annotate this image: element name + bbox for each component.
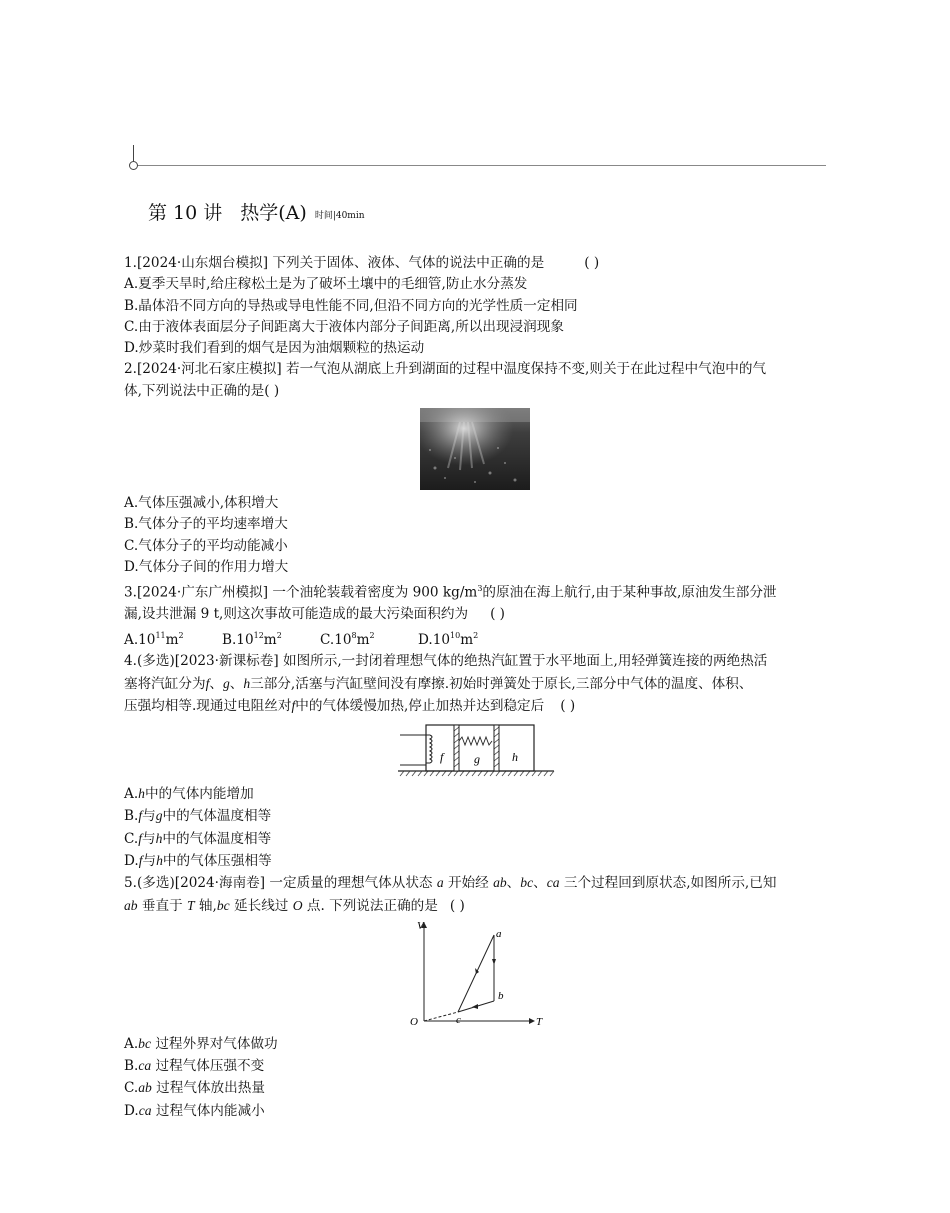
point-a-label: a xyxy=(496,927,502,940)
label-g: g xyxy=(474,752,480,767)
question-1-stem: 1.[2024·山东烟台模拟] 下列关于固体、液体、气体的说法中正确的是 ( ) xyxy=(124,255,600,271)
time-limit: 时间|40min xyxy=(314,210,365,221)
question-2-option-d: D.气体分子间的作用力增大 xyxy=(124,558,289,575)
label-h: h xyxy=(512,750,518,765)
question-3-stem-line1: 3.[2024·广东广州模拟] 一个油轮装载着密度为 900 $kg/m^3$的原油在海上航行,由于某种事故,原油发生部分泄 xyxy=(124,584,777,601)
question-2-option-c: C.气体分子的平均动能减小 xyxy=(124,537,288,554)
question-4-option-b: B.f与g中的气体温度相等 xyxy=(124,808,272,825)
underwater-bubbles-photo xyxy=(420,408,530,490)
header-rule xyxy=(133,165,826,166)
question-4-option-a: A.h中的气体内能增加 xyxy=(124,786,254,803)
question-4-option-c: C.f与h中的气体温度相等 xyxy=(124,830,272,847)
cylinder-diagram xyxy=(396,721,556,781)
header-dot xyxy=(129,161,138,170)
page-title xyxy=(148,198,365,225)
question-2-option-a: A.气体压强减小,体积增大 xyxy=(124,495,279,512)
question-2-stem-line1: 2.[2024·河北石家庄模拟] 若一气泡从湖底上升到湖面的过程中温度保持不变,则关于在此过程中气泡中的气 xyxy=(124,361,767,378)
question-5-option-d: D.ca 过程气体内能减小 xyxy=(124,1102,265,1119)
question-3-option-c: $C.10^8m^2$ xyxy=(320,631,375,648)
question-2-option-b: B.气体分子的平均速率增大 xyxy=(124,516,288,533)
question-5-stem-line2: ab 垂直于 T 轴,bc 延长线过 O 点. 下列说法正确的是 ( ) xyxy=(124,897,465,914)
question-1-option-c: C.由于液体表面层分子间距离大于液体内部分子间距离,所以出现浸润现象 xyxy=(124,318,564,335)
question-2-stem-line2: 体,下列说法中正确的是( ) xyxy=(124,382,280,399)
question-4-option-d: D.f与h中的气体压强相等 xyxy=(124,853,272,869)
question-4-stem-line1: 4.(多选)[2023·新课标卷] 如图所示,一封闭着理想气体的绝热汽缸置于水平地面上,用轻弹簧连接的两绝热活 xyxy=(124,653,768,670)
question-3-option-b: $B.10^{12}m^2$ xyxy=(222,631,282,648)
question-3-stem-line2: 漏,设共泄漏 9 t,则这次事故可能造成的最大污染面积约为 ( ) xyxy=(124,606,505,623)
question-list xyxy=(124,253,826,1122)
question-3-option-a: $A.10^{11}m^2$ xyxy=(124,631,184,648)
axis-label-t: T xyxy=(536,1015,543,1028)
question-5-option-a: A.bc 过程外界对气体做功 xyxy=(124,1035,278,1052)
label-f: f xyxy=(440,750,444,765)
question-1-option-d: D.炒菜时我们看到的烟气是因为油烟颗粒的热运动 xyxy=(124,340,425,357)
axis-label-v: V xyxy=(417,919,424,932)
question-5-option-c: C.ab 过程气体放出热量 xyxy=(124,1080,265,1097)
lecture-topic: 热学(A) xyxy=(240,202,307,224)
question-3-option-d: $D.10^{10}m^2$ xyxy=(418,631,479,648)
origin-label: O xyxy=(410,1015,418,1028)
question-1-option-a: A.夏季天旱时,给庄稼松土是为了破坏土壤中的毛细管,防止水分蒸发 xyxy=(124,276,528,293)
question-5-option-b: B.ca 过程气体压强不变 xyxy=(124,1058,265,1075)
question-4-stem-line3: 压强均相等.现通过电阻丝对f中的气体缓慢加热,停止加热并达到稳定后 ( ) xyxy=(124,697,576,714)
point-b-label: b xyxy=(498,989,504,1002)
lecture-number: 第 10 讲 xyxy=(148,202,223,224)
question-4-figure xyxy=(124,717,826,783)
question-5-stem-line1: 5.(多选)[2024·海南卷] 一定质量的理想气体从状态 a 开始经 ab、bc、ca 三个过程回到原状态,如图所示,已知 xyxy=(124,875,777,892)
point-c-label: c xyxy=(456,1013,461,1026)
v-t-graph xyxy=(406,917,546,1031)
question-4-stem-line2: 塞将汽缸分为f、g、h三部分,活塞与汽缸壁间没有摩擦.初始时弹簧处于原长,三部分中气体的温度、体积、 xyxy=(124,675,753,692)
question-2-figure xyxy=(124,402,826,493)
question-3-options xyxy=(124,625,826,651)
question-1-option-b: B.晶体沿不同方向的导热或导电性能不同,但沿不同方向的光学性质一定相同 xyxy=(124,297,578,314)
question-5-figure xyxy=(124,917,826,1033)
